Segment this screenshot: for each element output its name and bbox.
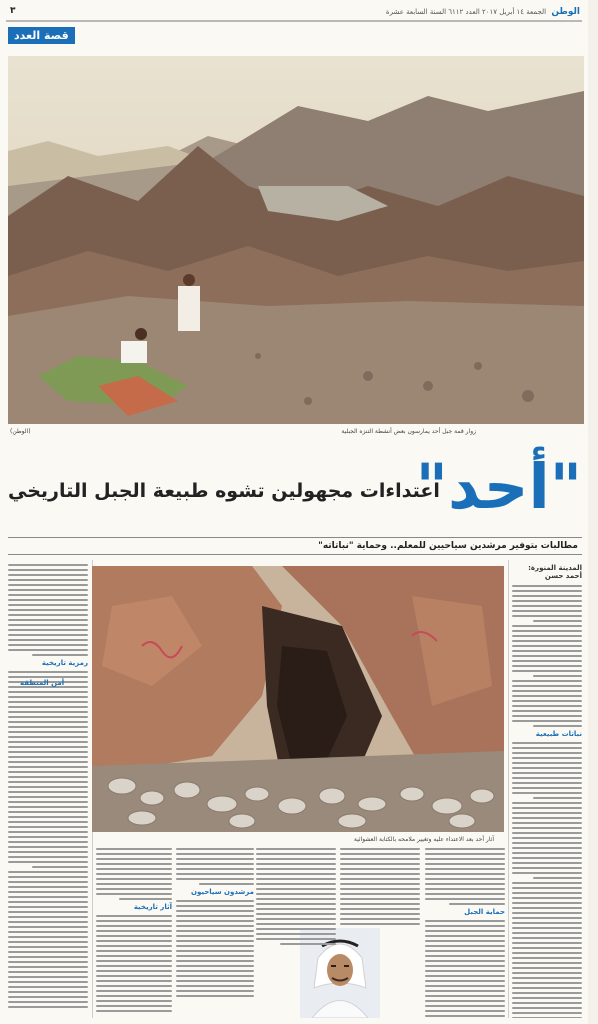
article-column-right <box>512 564 582 1018</box>
article-column-1 <box>176 848 254 1018</box>
headline <box>8 448 582 528</box>
masthead <box>386 7 580 17</box>
top-photo-credit: (الوطن) <box>10 428 31 435</box>
article-column-4 <box>425 848 505 1018</box>
section-tag: قصة العدد <box>8 27 75 44</box>
page-header <box>6 6 582 22</box>
article-column-2 <box>256 848 336 1018</box>
subhead: آثار تاريخية <box>133 903 172 911</box>
mountain-photo <box>8 56 584 424</box>
headline-main: "أحد" <box>415 450 582 523</box>
subhead: نباتات طبيعية <box>535 730 582 738</box>
rock-photo-caption: آثار أحد بعد الاعتداء عليه وتغيير ملامحه بالكتابة العشوائية <box>353 836 494 843</box>
page-number: ٣ <box>10 6 16 16</box>
subhead: حماية الجبل <box>464 908 505 916</box>
top-photo-caption: زوار قمة جبل أحد يمارسون بعض أنشطة التنزه الجبلية <box>341 428 476 435</box>
dateline: الجمعة ١٤ أبريل ٢٠١٧ العدد ٦١١٢ السنة السابعة عشرة <box>385 8 547 16</box>
article-column-0 <box>96 848 172 1018</box>
subhead: رمزية تاريخية <box>41 659 88 667</box>
brand-logo: الوطن <box>551 7 580 17</box>
subhead-left: أمن المنطقة <box>20 679 65 687</box>
rock-photo <box>92 566 504 832</box>
kicker: مطالبات بتوفير مرشدين سياحيين للمعلم.. وحماية "نباتاته" <box>8 537 582 555</box>
subhead: مرشدون سياحيون <box>190 888 254 896</box>
article-column-3 <box>340 848 420 928</box>
headline-sub: اعتداءات مجهولين تشوه طبيعة الجبل التاريخي <box>8 480 440 502</box>
article-column-left <box>8 564 88 1018</box>
byline: المدينة المنورة: أحمد حسن <box>528 564 582 580</box>
